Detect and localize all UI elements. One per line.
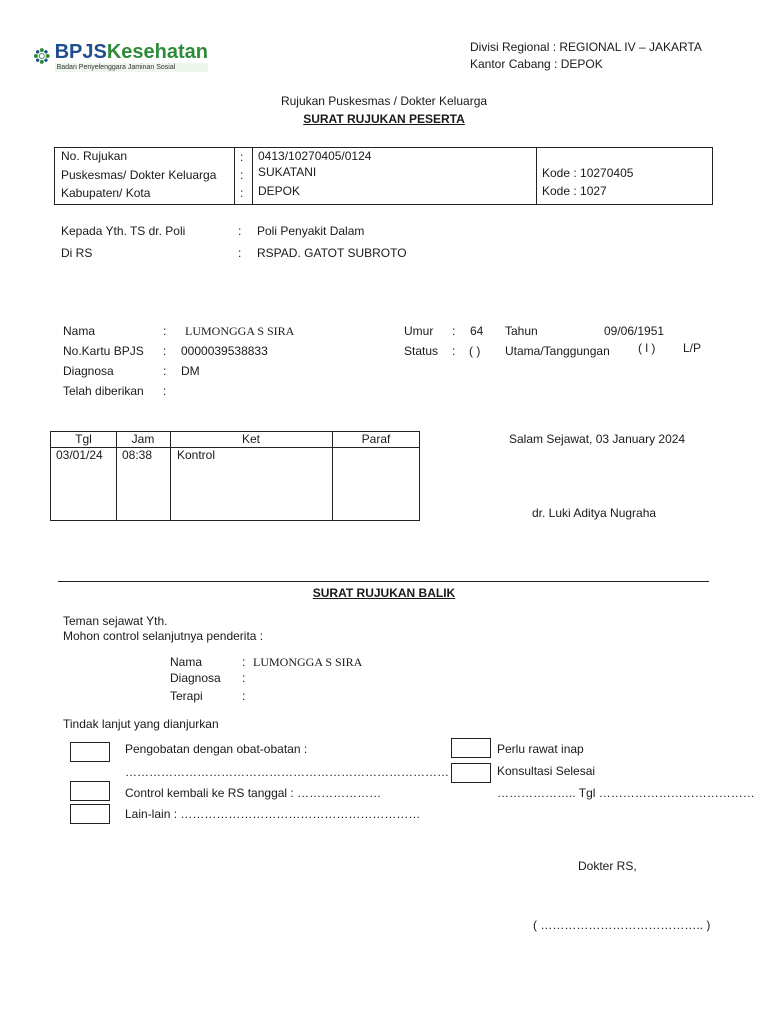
header-ket: Ket xyxy=(241,432,260,446)
diagnosa-value: DM xyxy=(181,364,200,378)
colon: : xyxy=(163,344,167,358)
divisi-regional: Divisi Regional : REGIONAL IV – JAKARTA xyxy=(470,40,702,54)
logo-brand-bpjs: BPJS xyxy=(54,40,107,63)
value-puskesmas: SUKATANI xyxy=(258,165,317,179)
section-divider xyxy=(58,581,709,582)
di-rs-label: Di RS xyxy=(61,246,93,260)
value-no-rujukan: 0413/10270405/0124 xyxy=(258,149,372,163)
dokter-rs-label: Dokter RS, xyxy=(578,859,637,873)
cell-ket: Kontrol xyxy=(177,448,216,462)
colon: : xyxy=(240,168,244,182)
di-rs-value: RSPAD. GATOT SUBROTO xyxy=(257,246,407,260)
referral-info-box xyxy=(54,147,713,205)
nama-label: Nama xyxy=(63,324,96,338)
colon: : xyxy=(242,671,246,685)
kepada-label: Kepada Yth. TS dr. Poli xyxy=(61,224,186,238)
header-jam: Jam xyxy=(131,432,155,446)
telah-diberikan-label: Telah diberikan xyxy=(63,384,144,398)
umur-label: Umur xyxy=(404,324,434,338)
document-subtitle: Rujukan Puskesmas / Dokter Keluarga xyxy=(280,94,488,108)
nama-value: LUMONGGA S SIRA xyxy=(185,324,295,338)
kode-kabupaten: Kode : 1027 xyxy=(542,184,607,198)
gender-box: ( l ) xyxy=(638,341,656,355)
colon: : xyxy=(238,246,242,260)
opt-control-kembali: Control kembali ke RS tanggal : ………………… xyxy=(125,786,382,800)
opt-tgl-dots: ……………….. Tgl ………………………………… xyxy=(497,786,755,800)
status-label: Status xyxy=(404,344,439,358)
label-kabupaten: Kabupaten/ Kota xyxy=(61,186,151,200)
opt-rawat-inap: Perlu rawat inap xyxy=(497,742,584,756)
tahun-label: Tahun xyxy=(505,324,538,338)
balik-terapi-label: Terapi xyxy=(170,689,203,703)
signature-line: ( ………………………………….. ) xyxy=(533,918,711,932)
balik-greeting: Teman sejawat Yth. xyxy=(63,614,168,628)
logo-subtitle: Badan Penyelenggara Jaminan Sosial xyxy=(55,63,208,72)
kode-puskesmas: Kode : 10270405 xyxy=(542,166,634,180)
checkbox-rawat-inap[interactable] xyxy=(451,738,491,758)
balik-title: SURAT RUJUKAN BALIK xyxy=(312,586,456,600)
kartu-value: 0000039538833 xyxy=(181,344,268,358)
opt-pengobatan-dots: ……………………………………………………………………… xyxy=(125,765,449,779)
colon: : xyxy=(238,224,242,238)
checkbox-lain-lain[interactable] xyxy=(70,804,110,824)
tanggal-lahir: 09/06/1951 xyxy=(604,324,665,338)
colon: : xyxy=(163,384,167,398)
balik-diagnosa-label: Diagnosa xyxy=(170,671,221,685)
kepada-poli-value: Poli Penyakit Dalam xyxy=(257,224,365,238)
opt-lain-lain: Lain-lain : …………………………………………………… xyxy=(125,807,421,821)
history-table xyxy=(50,431,420,521)
status-box: ( ) xyxy=(469,344,481,358)
header-tgl: Tgl xyxy=(75,432,92,446)
tindak-lanjut-label: Tindak lanjut yang dianjurkan xyxy=(63,717,219,731)
colon: : xyxy=(452,344,456,358)
label-puskesmas: Puskesmas/ Dokter Keluarga xyxy=(61,168,217,182)
cell-jam: 08:38 xyxy=(122,448,153,462)
opt-konsultasi-selesai: Konsultasi Selesai xyxy=(497,764,596,778)
utama-tanggungan: Utama/Tanggungan xyxy=(505,344,610,358)
cell-tgl: 03/01/24 xyxy=(56,448,103,462)
kantor-cabang: Kantor Cabang : DEPOK xyxy=(470,57,603,71)
colon: : xyxy=(240,186,244,200)
colon: : xyxy=(242,689,246,703)
opt-pengobatan: Pengobatan dengan obat-obatan : xyxy=(125,742,308,756)
header-paraf: Paraf xyxy=(361,432,391,446)
salam-sejawat: Salam Sejawat, 03 January 2024 xyxy=(509,432,686,446)
value-kabupaten: DEPOK xyxy=(258,184,301,198)
checkbox-pengobatan[interactable] xyxy=(70,742,110,762)
logo-brand-kesehatan: Kesehatan xyxy=(106,40,208,63)
gender-lp: L/P xyxy=(683,341,702,355)
checkbox-control-kembali[interactable] xyxy=(70,781,110,801)
diagnosa-label: Diagnosa xyxy=(63,364,114,378)
kartu-label: No.Kartu BPJS xyxy=(63,344,144,358)
balik-nama-value: LUMONGGA S SIRA xyxy=(253,655,363,669)
colon: : xyxy=(163,324,167,338)
bpjs-logo-icon xyxy=(33,38,51,74)
umur-value: 64 xyxy=(470,324,484,338)
colon: : xyxy=(240,150,244,164)
colon: : xyxy=(452,324,456,338)
colon: : xyxy=(242,655,246,669)
checkbox-konsultasi-selesai[interactable] xyxy=(451,763,491,783)
balik-nama-label: Nama xyxy=(170,655,203,669)
doctor-name: dr. Luki Aditya Nugraha xyxy=(532,506,657,520)
document-title: SURAT RUJUKAN PESERTA xyxy=(303,112,465,126)
bpjs-logo xyxy=(33,38,208,74)
label-no-rujukan: No. Rujukan xyxy=(61,149,128,163)
colon: : xyxy=(163,364,167,378)
balik-request: Mohon control selanjutnya penderita : xyxy=(63,629,264,643)
